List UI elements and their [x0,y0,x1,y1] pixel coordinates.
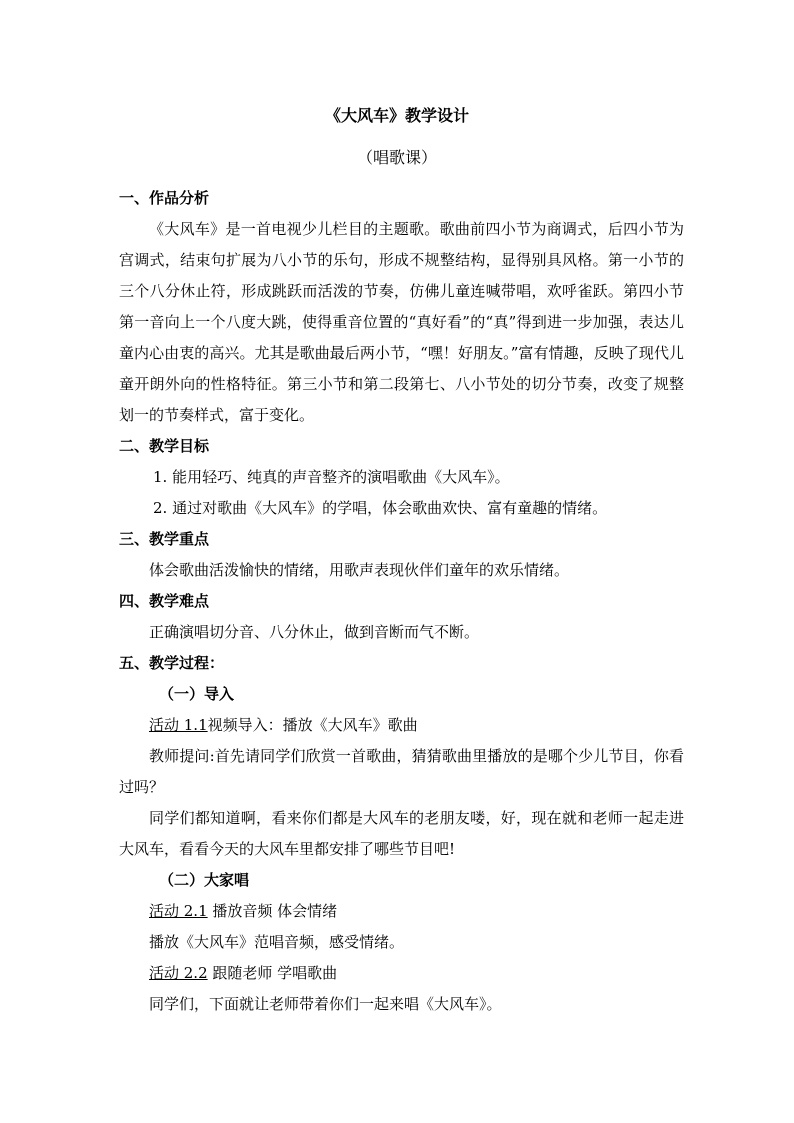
document-subtitle: （唱歌课） [356,148,437,167]
activity-2-2-label: 活动 2.2 [149,964,208,982]
activity-1-1 [119,710,684,741]
activity-2-1-paragraph: 播放《大风车》范唱音频，感受情绪。 [149,933,405,951]
section-heading-analysis: 一、作品分析 [119,189,210,207]
goal-item-1: 1. 能用轻巧、纯真的声音整齐的演唱歌曲《大风车》。 [153,468,510,486]
activity-2-1-label: 活动 2.1 [149,902,208,920]
activity-2-2 [119,958,684,989]
document-body [119,183,684,1020]
difficulties-paragraph: 正确演唱切分音、八分休止，做到音断而气不断。 [149,623,480,641]
document-title: 《大风车》教学设计 [324,106,469,125]
section-heading-process: 五、教学过程： [119,654,225,672]
intro-paragraph-1: 教师提问:首先请同学们欣赏一首歌曲，猜猜歌曲里播放的是哪个少儿节目，你看过吗？ [119,747,684,796]
section-heading-difficulties: 四、教学难点 [119,592,210,610]
activity-1-1-text: 视频导入：播放《大风车》歌曲 [207,716,418,734]
activity-2-2-text: 跟随老师 学唱歌曲 [207,964,338,982]
activity-2-2-paragraph: 同学们，下面就让老师带着你们一起来唱《大风车》。 [149,995,502,1013]
activity-1-1-label: 活动 1.1 [149,716,208,734]
key-points-paragraph: 体会歌曲活泼愉快的情绪，用歌声表现伙伴们童年的欢乐情绪。 [149,561,570,579]
subsection-heading-sing-together: （二）大家唱 [159,871,250,889]
activity-2-1 [119,896,684,927]
subsection-heading-intro: （一）导入 [159,685,235,703]
analysis-paragraph: 《大风车》是一首电视少儿栏目的主题歌。歌曲前四小节为商调式，后四小节为宫调式，结束句扩展为八小节的乐句，形成不规整结构，显得别具风格。第一小节的三个八分休止符，形成跳跃而活泼的节奏，仿佛儿童连喊带唱，欢呼雀跃。第四小节第一音向上一个八度大跳，使得重音位置的“真好看”的“真”得到进一步加强，表达儿童内心由衷的高兴。尤其是歌曲最后两小节，“嘿！好朋友。”富有情趣，反映了现代儿童开朗外向的性格特征。第三小节和第二段第七、八小节处的切分节奏，改变了规整划一的节奏样式，富于变化。 [119,220,684,424]
activity-2-1-text: 播放音频 体会情绪 [207,902,338,920]
goal-item-2: 2. 通过对歌曲《大风车》的学唱，体会歌曲欢快、富有童趣的情绪。 [153,499,608,517]
section-heading-goals: 二、教学目标 [119,437,210,455]
section-heading-key-points: 三、教学重点 [119,530,210,548]
intro-paragraph-2: 同学们都知道啊，看来你们都是大风车的老朋友喽，好，现在就和老师一起走进大风车，看看今天的大风车里都安排了哪些节目吧! [119,809,684,858]
